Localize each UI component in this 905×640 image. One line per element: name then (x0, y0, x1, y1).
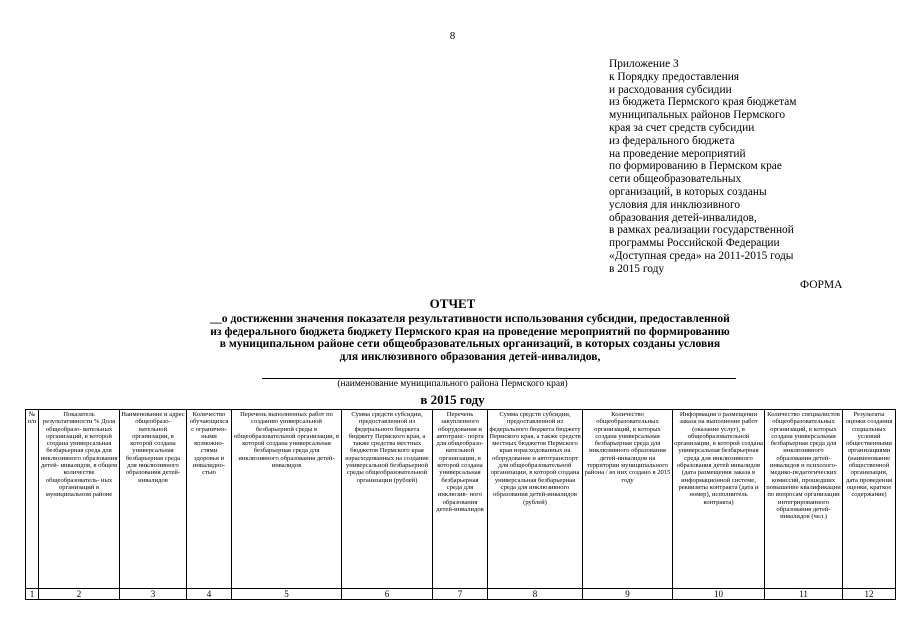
subtitle-line: для инклюзивного образования детей-инвалидов, (339, 349, 601, 363)
appendix-block (609, 58, 901, 276)
column-number-cell: 10 (673, 589, 765, 600)
column-number-cell: 4 (187, 589, 232, 600)
report-title: ОТЧЕТ (429, 296, 476, 311)
report-table (25, 409, 896, 600)
subtitle-line: из федерального бюджета бюджету Пермского края на проведение мероприятий по формированию (210, 324, 730, 338)
appendix-line: края за счет средств субсидии (609, 121, 755, 134)
column-number-cell: 7 (433, 589, 488, 600)
header-cell: Показатель результативности % Доля общеобразо- вательных организаций, в которой создана универсальная безбарьерная среда для инклюзивного образования детей- инвалидов, в общем количестве общеобразователь- ных организаций в муниципальном районе (39, 410, 120, 589)
appendix-line: и расходования субсидии (609, 83, 732, 96)
appendix-line: программы Российской Федерации (609, 237, 780, 250)
subtitle-line: в муниципальном районе сети общеобразовательных организаций, в которых созданы условия (219, 337, 721, 351)
appendix-line: сети общеобразовательных (609, 173, 742, 186)
appendix-line: организаций, в которых созданы (609, 185, 767, 198)
header-cell: Сумма средств субсидии, предоставленной из федерального бюджета бюджету Пермского края, а также средств местных бюджетов Пермского края израсходованных на оборудование и автотранспорт для общеобразовательной организации, в которой создана универсальная безбарьерная среда для инклюзивного образования детей-инвалидов (рублей) (488, 410, 583, 589)
page-number: 8 (449, 30, 456, 42)
report-subtitle (110, 313, 830, 363)
form-label: ФОРМА (800, 279, 843, 291)
table-header-row (26, 410, 896, 589)
header-cell: Сумма средств субсидии, предоставленной из федерального бюджета бюджету Пермского края, а также средства местных бюджетов Пермского края израсходованных на создание универсальной безбарьерной среды общеобразовательной организации (рублей) (342, 410, 433, 589)
subtitle-line: __о достижении значения показателя результативности использования субсидии, предоставленной (210, 312, 730, 325)
header-cell: Количество обучающихся с ограничен- ными возможно- стями здоровья и инвалидно- стью (187, 410, 232, 589)
header-cell: № п/п (26, 410, 39, 589)
column-number-cell: 11 (765, 589, 843, 600)
appendix-line: из федерального бюджета (609, 134, 735, 147)
header-cell: Наименование и адрес общеобразо- вательной организации, в которой создана универсальная безбарьерная среда для инклюзивного образования детей-инвалидов (120, 410, 187, 589)
appendix-line: «Доступная среда» на 2011-2015 годы (609, 249, 794, 262)
district-name-caption: (наименование муниципального района Пермского края) (337, 379, 568, 389)
appendix-line: в рамках реализации государственной (609, 224, 794, 237)
header-cell: Количество специалистов общеобразовательных организаций, в которых создана универсальная безбарьерная среда для инклюзивного образования детей-инвалидов и психолого-медико-педагогических комиссий, прошедших повышение квалификации по вопросам организации интегрированного образования детей-инвалидов (чел.) (765, 410, 843, 589)
appendix-line: образования детей-инвалидов, (609, 211, 757, 224)
appendix-line: из бюджета Пермского края бюджетам (609, 96, 797, 109)
appendix-line: в 2015 году (609, 262, 665, 275)
report-year: в 2015 году (420, 392, 485, 407)
column-number-cell: 9 (583, 589, 673, 600)
column-number-cell: 5 (232, 589, 342, 600)
column-number-cell: 8 (488, 589, 583, 600)
appendix-line: Приложение 3 (609, 58, 679, 70)
table-row (26, 589, 896, 600)
appendix-line: на проведение мероприятий (609, 147, 746, 160)
column-number-cell: 3 (120, 589, 187, 600)
appendix-line: условия для инклюзивного (609, 198, 741, 211)
appendix-line: по формированию в Пермском крае (609, 160, 782, 173)
header-cell: Перечень выполненных работ по созданию универсальной безбарьерной среды в общеобразовательной организации, в которой создана универсальная безбарьерная среда для инклюзивного образования детей-инвалидов (232, 410, 342, 589)
header-cell: Количество общеобразовательных организаций, в которых создана универсальная безбарьерная среда для инклюзивного образования детей-инвалидов на территории муниципального района / из них создано в 2015 году (583, 410, 673, 589)
header-cell: Информация о размещении заказа на выполнение работ (оказание услуг), в общеобразовательной организации, в которой создана универсальная безбарьерная среда для инклюзивного образования детей инвалидов (дата размещения заказа в информационной системе, реквизиты контракта (дата и номер), исполнитель контракта) (673, 410, 765, 589)
column-number-cell: 12 (843, 589, 896, 600)
column-number-cell: 2 (39, 589, 120, 600)
header-cell: Перечень закупленного оборудования и автотранс- порта для общеобразо- вательной организации, в которой создана универсальная безбарьерная среда для инклюзив- ного образования детей-инвалидов (433, 410, 488, 589)
header-cell: Результаты оценки создания социальных условий общественными организациями (наименование общественной организации, дата проведения оценки, краткое содержание) (843, 410, 896, 589)
column-number-cell: 1 (26, 589, 39, 600)
column-number-cell: 6 (342, 589, 433, 600)
appendix-line: к Порядку предоставления (609, 70, 740, 83)
appendix-line: муниципальных районов Пермского (609, 109, 786, 122)
